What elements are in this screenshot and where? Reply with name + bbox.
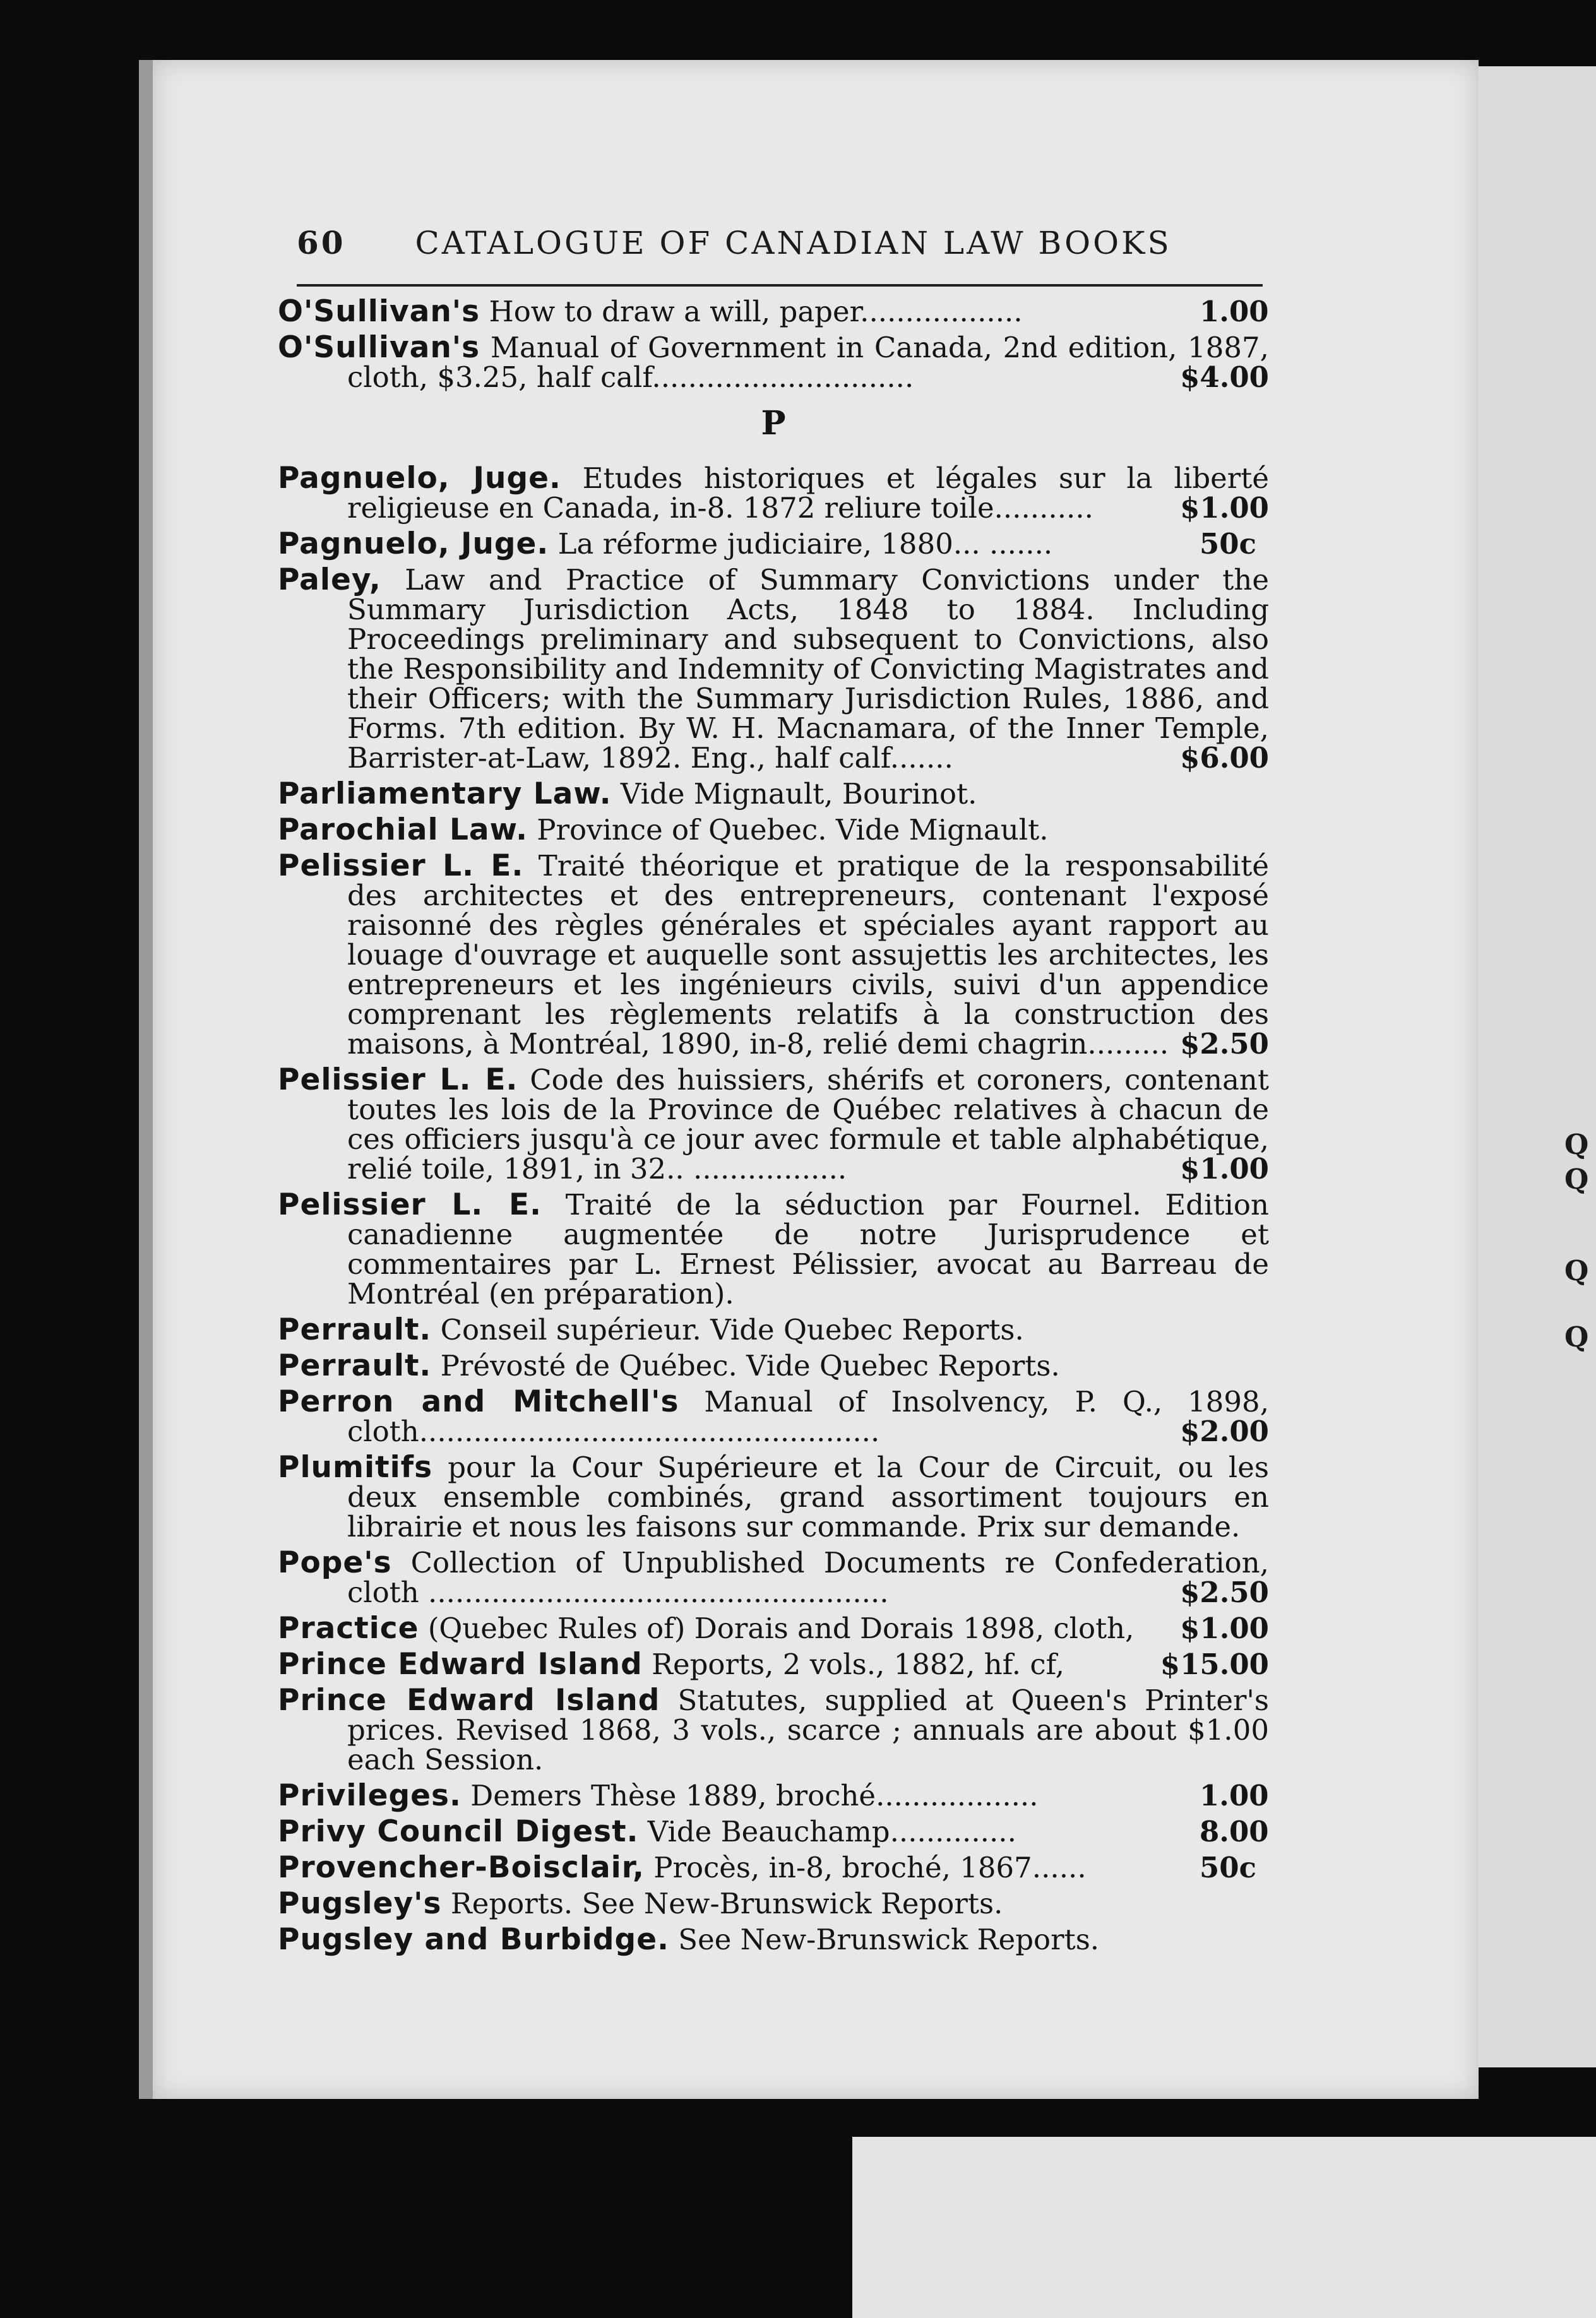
entry-name: Perrault.	[278, 1312, 432, 1347]
page-header	[297, 224, 1269, 261]
catalogue-entry	[278, 848, 1269, 1061]
catalogue-entry	[278, 1450, 1269, 1543]
entry-text: Conseil supérieur. Vide Quebec Reports.	[431, 1313, 1024, 1346]
catalogue-entry	[278, 1384, 1269, 1448]
header-rule	[297, 284, 1263, 287]
entry-text: Manual of Government in Canada, 2nd edition, 1887, cloth, $3.25, half calf.............................	[347, 331, 1269, 394]
entry-text: Demers Thèse 1889, broché..................	[461, 1779, 1039, 1812]
entry-price: $6.00	[1180, 741, 1269, 775]
catalogue-entry	[278, 1685, 1269, 1774]
catalogue-entry	[278, 1922, 1269, 1957]
page-number: 60	[297, 224, 346, 261]
catalogue-entry	[278, 463, 1269, 523]
entry-text: Vide Beauchamp..............	[638, 1815, 1016, 1848]
entry-name: Paley,	[278, 562, 381, 597]
entry-name: Prince Edward Island	[278, 1647, 643, 1682]
catalogue-entry: Privy Council Digest. Vide Beauchamp.............. 8.00	[278, 1814, 1269, 1849]
catalogue-listing	[278, 294, 1270, 1961]
catalogue-entry	[278, 1312, 1269, 1347]
entry-name: Pelissier L. E.	[278, 848, 524, 883]
entry-name: Pagnuelo, Juge.	[278, 526, 549, 561]
entry-name: O'Sullivan's	[278, 330, 480, 365]
entry-name: Provencher-Boisclair,	[278, 1850, 645, 1885]
entry-text: Province of Quebec. Vide Mignault.	[527, 813, 1049, 847]
entry-text: Vide Mignault, Bourinot.	[611, 777, 977, 811]
entry-name: Pugsley and Burbidge.	[278, 1922, 669, 1957]
entry-name: Parliamentary Law.	[278, 776, 612, 811]
facing-page-fragment: Q	[1564, 1129, 1589, 1161]
entry-name: Perron and Mitchell's	[278, 1384, 679, 1419]
page-title: CATALOGUE OF CANADIAN LAW BOOKS	[415, 225, 1172, 261]
entry-text: (Quebec Rules of) Dorais and Dorais 1898, cloth,	[419, 1612, 1134, 1645]
catalogue-entry	[278, 562, 1269, 775]
entry-name: Parochial Law.	[278, 812, 528, 847]
catalogue-entry	[278, 1886, 1269, 1921]
facing-page-fragment: Q	[1564, 1163, 1589, 1196]
entry-text: How to draw a will, paper..................	[480, 295, 1023, 328]
entry-price: $2.50	[1180, 1027, 1269, 1061]
entry-price: $1.00	[1180, 1612, 1269, 1645]
entry-text: Reports, 2 vols., 1882, hf. cf,	[642, 1648, 1064, 1681]
entry-text: Code des huissiers, shérifs et coroners, contenant toutes les lois de la Province de Québec relatives à chacun de ces officiers jusqu'à ce jour avec formule et table alphabétique, relié toile, 1891, in 32.. .................	[347, 1063, 1269, 1186]
catalogue-entry	[278, 330, 1269, 394]
entry-text: See New-Brunswick Reports.	[669, 1923, 1100, 1956]
facing-page-fragment: Q	[1564, 1255, 1589, 1287]
entry-name: Pope's	[278, 1545, 392, 1580]
entry-name: Pugsley's	[278, 1886, 442, 1921]
catalogue-entry: Provencher-Boisclair, Procès, in-8, broché, 1867...... 50c	[278, 1850, 1257, 1885]
entry-name: Privileges.	[278, 1778, 462, 1813]
entry-text: Procès, in-8, broché, 1867......	[644, 1851, 1087, 1884]
entry-text: Prévosté de Québec. Vide Quebec Reports.	[431, 1349, 1060, 1382]
entry-text: Reports. See New-Brunswick Reports.	[441, 1887, 1003, 1920]
entry-text: La réforme judiciaire, 1880... .......	[549, 527, 1053, 561]
entry-name: O'Sullivan's	[278, 294, 480, 329]
catalogue-entry: Pagnuelo, Juge. La réforme judiciaire, 1880... ....... 50c	[278, 526, 1257, 561]
catalogue-entry	[278, 1062, 1269, 1186]
catalogue-entry	[278, 1187, 1269, 1311]
entry-name: Privy Council Digest.	[278, 1814, 639, 1849]
entry-text: Traité de la séduction par Fournel. Edition canadienne augmentée de notre Jurisprudence et commentaires par L. Ernest Pélissier, avocat au Barreau de Montréal (en préparation).	[347, 1188, 1269, 1311]
catalogue-entry	[278, 776, 1269, 811]
catalogue-entry	[278, 1611, 1269, 1646]
entry-price: $15.00	[1160, 1648, 1269, 1681]
catalogue-entry	[278, 812, 1269, 847]
entry-price: $2.50	[1180, 1576, 1269, 1609]
bottom-sheet	[852, 2137, 1596, 2318]
entry-name: Pelissier L. E.	[278, 1187, 542, 1222]
entry-text: Manual of Insolvency, P. Q., 1898, cloth...................................................	[347, 1385, 1269, 1448]
entry-price: $4.00	[1180, 360, 1269, 394]
entry-name: Perrault.	[278, 1348, 432, 1383]
entry-text: Traité théorique et pratique de la responsabilité des architectes et des entrepreneurs, contenant l'exposé raisonné des règles générales et spéciales ayant rapport au louage d'ouvrage et auquelle sont assujettis les architectes, les entrepreneurs et les ingénieurs civils, suivi d'un appendice comprenant les règlements relatifs à la construction des maisons, à Montréal, 1890, in-8, relié demi chagrin.........	[347, 849, 1269, 1061]
entry-name: Plumitifs	[278, 1450, 433, 1485]
entry-text: pour la Cour Supérieure et la Cour de Circuit, ou les deux ensemble combinés, grand assortiment toujours en librairie et nous les faisons sur commande. Prix sur demande.	[347, 1451, 1269, 1543]
entry-price: $1.00	[1180, 1152, 1269, 1186]
facing-page-fragment: Q	[1564, 1321, 1589, 1353]
entry-price: $2.00	[1180, 1415, 1269, 1448]
entry-text: Collection of Unpublished Documents re Confederation, cloth ...................................................	[347, 1546, 1269, 1609]
entry-name: Prince Edward Island	[278, 1683, 660, 1718]
entry-price: $1.00	[1180, 491, 1269, 525]
entry-name: Pagnuelo, Juge.	[278, 461, 561, 496]
entry-name: Practice	[278, 1611, 419, 1646]
entry-text: Statutes, supplied at Queen's Printer's prices. Revised 1868, 3 vols., scarce ; annuals are about $1.00 each Session.	[347, 1684, 1269, 1776]
catalogue-entry: O'Sullivan's How to draw a will, paper.................. 1.00	[278, 294, 1269, 329]
catalogue-entry	[278, 1647, 1269, 1682]
entry-text: Law and Practice of Summary Convictions under the Summary Jurisdiction Acts, 1848 to 1884. Including Proceedings preliminary and subsequent to Convictions, also the Responsibility and Indemnity of Convicting Magistrates and their Officers; with the Summary Jurisdiction Rules, 1886, and Forms. 7th edition. By W. H. Macnamara, of the Inner Temple, Barrister-at-Law, 1892. Eng., half calf.......	[347, 563, 1269, 775]
catalogue-entry	[278, 1348, 1269, 1383]
entry-text: Etudes historiques et légales sur la liberté religieuse en Canada, in-8. 1872 reliure toile...........	[347, 461, 1270, 525]
entry-name: Pelissier L. E.	[278, 1062, 518, 1097]
catalogue-entry: Privileges. Demers Thèse 1889, broché.................. 1.00	[278, 1778, 1269, 1813]
catalogue-entry	[278, 1545, 1269, 1609]
section-letter: P	[761, 404, 786, 443]
